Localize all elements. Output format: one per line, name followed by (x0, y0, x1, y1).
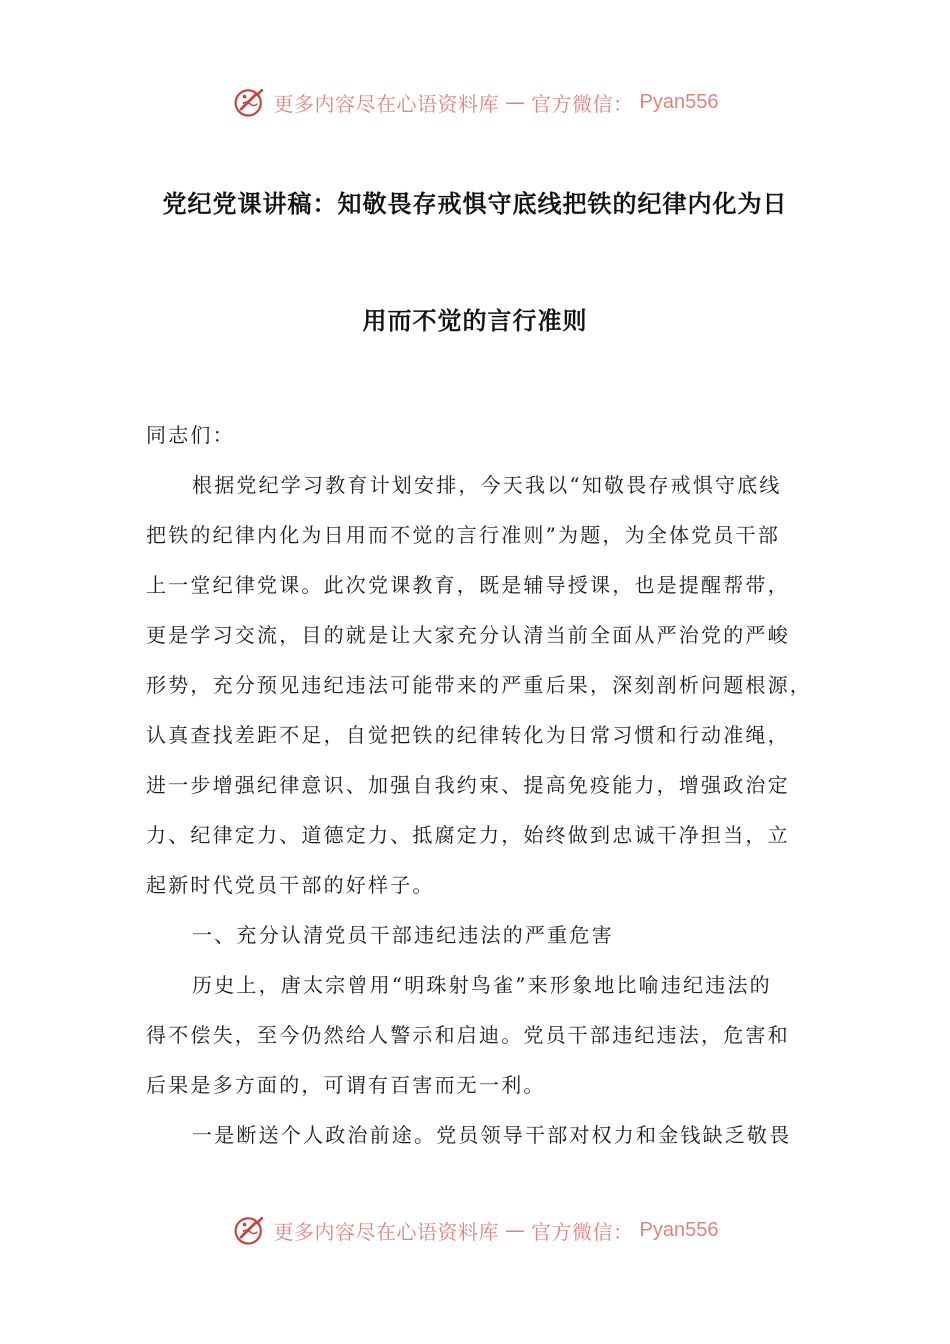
body-line: 起新时代党员干部的好样子。 (146, 873, 435, 897)
body-line: 更是学习交流，目的就是让大家充分认清当前全面从严治党的严峻 (146, 623, 790, 647)
body-line: 一是断送个人政治前途。党员领导干部对权力和金钱缺乏敬畏 (192, 1123, 792, 1147)
body-line: 力、纪律定力、道德定力、抵腐定力，始终做到忠诚干净担当，立 (146, 823, 790, 847)
watermark-handle: Pyan556 (639, 90, 719, 113)
watermark-label: 官方微信： (531, 1219, 634, 1244)
pen-seal-icon (232, 84, 268, 120)
watermark-text: 更多内容尽在心语资料库 (273, 91, 500, 116)
document-title-line-1: 党纪党课讲稿：知敬畏存戒惧守底线把铁的纪律内化为日 (162, 190, 788, 218)
footer-watermark (0, 1210, 950, 1250)
body-line: 上一堂纪律党课。此次党课教育，既是辅导授课，也是提醒帮带， (146, 573, 790, 597)
watermark-handle: Pyan556 (639, 1218, 719, 1241)
watermark-separator: — (505, 1218, 526, 1242)
body-line: 得不偿失，至今仍然给人警示和启迪。党员干部违纪违法，危害和 (146, 1023, 790, 1047)
body-line: 后果是多方面的，可谓有百害而无一利。 (146, 1073, 546, 1097)
document-body (146, 410, 812, 1160)
watermark-separator: — (505, 90, 526, 114)
body-line: 把铁的纪律内化为日用而不觉的言行准则”为题，为全体党员干部 (146, 523, 781, 547)
salutation: 同志们： (146, 423, 235, 447)
body-line: 根据党纪学习教育计划安排，今天我以“知敬畏存戒惧守底线 (192, 473, 782, 497)
pen-seal-icon (232, 1212, 268, 1248)
body-line: 认真查找差距不足，自觉把铁的纪律转化为日常习惯和行动准绳， (146, 723, 790, 747)
body-line: 历史上，唐太宗曾用“明珠射鸟雀”来形象地比喻违纪违法的 (192, 973, 772, 997)
document-title-line-2: 用而不觉的言行准则 (362, 307, 588, 335)
watermark-label: 官方微信： (531, 91, 634, 116)
watermark-text: 更多内容尽在心语资料库 (273, 1219, 500, 1244)
section-heading: 一、充分认清党员干部违纪违法的严重危害 (192, 923, 614, 947)
body-line: 进一步增强纪律意识、加强自我约束、提高免疫能力，增强政治定 (146, 773, 790, 797)
body-line: 形势，充分预见违纪违法可能带来的严重后果，深刻剖析问题根源， (146, 673, 812, 697)
header-watermark (0, 82, 950, 122)
